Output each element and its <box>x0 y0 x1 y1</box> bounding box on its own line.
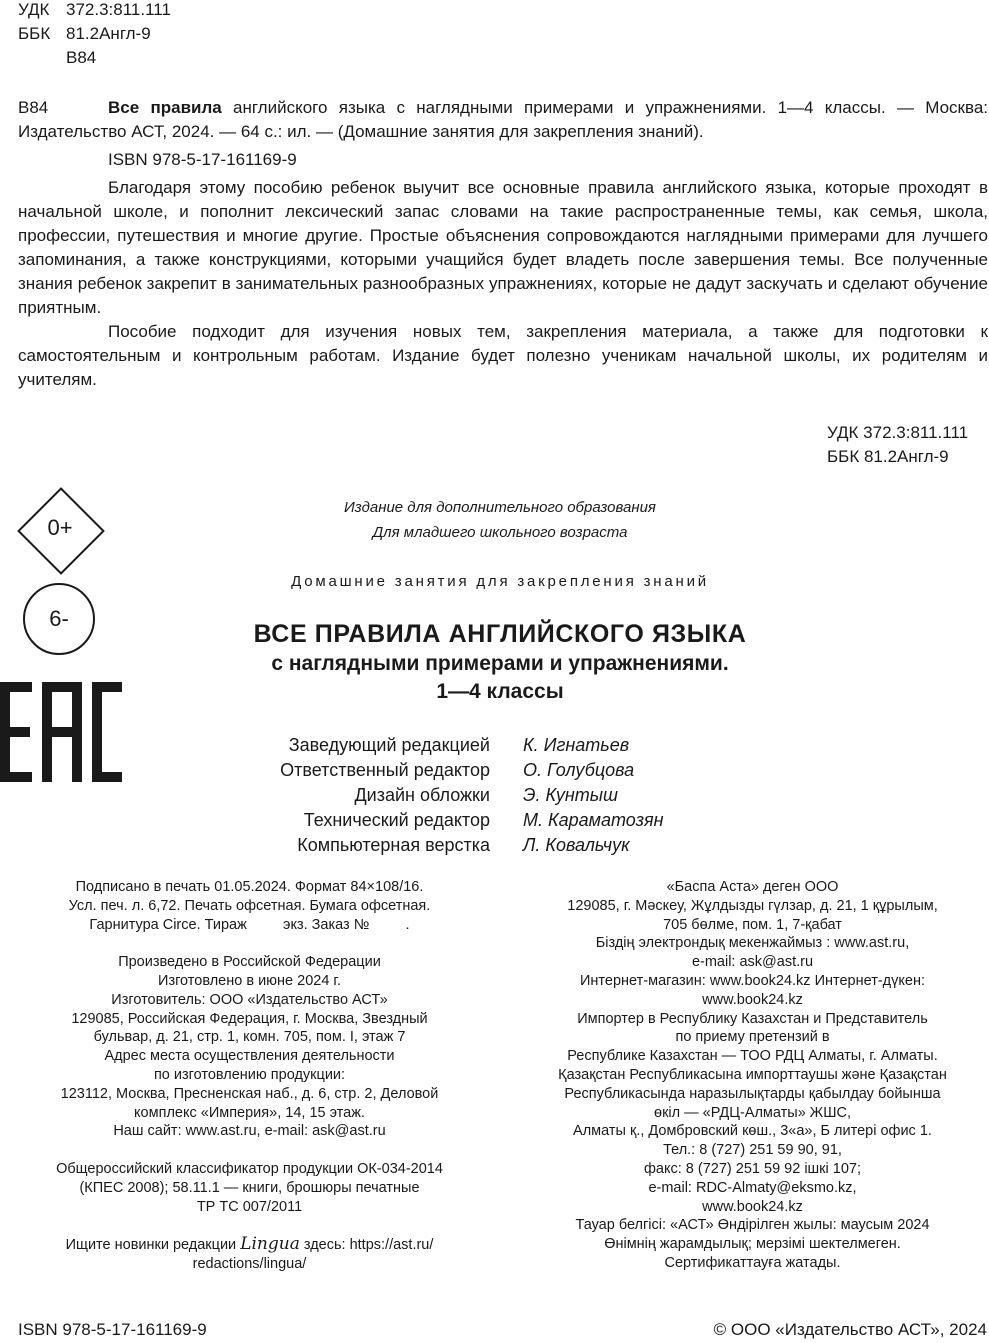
citation-title-bold: Все правила <box>108 98 222 117</box>
credit-role: Заведующий редакцией <box>288 735 490 755</box>
imprint-line: Импортер в Республику Казахстан и Представитель <box>577 1010 928 1027</box>
lingua-text-before: Ищите новинки редакции <box>65 1237 237 1254</box>
credit-name: Э. Кунтыш <box>523 785 618 805</box>
top-classification-codes <box>18 0 171 70</box>
imprint-line: факс: 8 (727) 251 59 92 ішкі 107; <box>644 1160 861 1177</box>
imprint-line: Адрес места осуществления деятельности <box>104 1048 395 1065</box>
credit-name: О. Голубцова <box>523 760 635 780</box>
imprint-line: 129085, г. Мәскеу, Жұлдызды гүлзар, д. 21, 1 құрылым, <box>567 897 938 914</box>
imprint-line: Тауар белгісі: «АСТ» Өндірілген жылы: маусым 2024 <box>575 1217 930 1234</box>
bbk-code: ББК 81.2Англ-9 <box>827 447 949 466</box>
imprint-line: Общероссийский классификатор продукции ОК-034-2014 <box>56 1160 443 1177</box>
imprint-line: Республикасында наразылықтарды қабылдау бойынша <box>564 1085 941 1102</box>
imprint-line: өкіл — «РДЦ-Алматы» ЖШС, <box>654 1104 851 1121</box>
imprint-line: e-mail: ask@ast.ru <box>691 954 814 971</box>
credit-name: К. Игнатьев <box>523 735 630 755</box>
credit-role: Технический редактор <box>303 810 490 830</box>
imprint-line: комплекс «Империя», 14, 15 этаж. <box>134 1104 365 1121</box>
imprint-line: Наш сайт: www.ast.ru, e-mail: ask@ast.ru <box>113 1123 386 1140</box>
imprint-line: Алматы қ., Домбровский көш., 3«а», Б литері офис 1. <box>573 1123 932 1140</box>
lingua-url: redactions/lingua/ <box>192 1255 307 1272</box>
imprint-line: Біздің электрондық мекенжаймыз : www.ast.ru, <box>595 935 910 952</box>
citation-isbn: ISBN 978-5-17-161169-9 <box>108 150 297 169</box>
bbk-row <box>18 22 171 46</box>
udk-label: УДК <box>18 0 50 19</box>
imprint-kazakhstan <box>510 878 989 1273</box>
annotation-paragraph-1: Благодаря этому пособию ребенок выучит все основные правила английского языка, которые проходят в начальной школе, и пополнит лексический запас словами на такие распространенные темы, как семья, школа, профессии, путешествия и многие другие. Простые объяснения сопровождаются наглядными примерами для лучшего запоминания, а также конструкциями, которыми учащийся будет владеть после завершения темы. Все полученные знания ребенок закрепит в занимательных разнообразных упражнениях, которые не дадут заскучать и сделают обучение приятным. <box>18 178 988 317</box>
imprint-line: 129085, Российская Федерация, г. Москва, Звездный <box>71 1010 428 1027</box>
book-citation <box>18 96 988 144</box>
credit-name: М. Караматозян <box>523 810 664 830</box>
lingua-line <box>12 1235 487 1255</box>
bbk-value: 81.2Англ-9 <box>66 24 151 43</box>
imprint-line: Қазақстан Республикасына импорттаушы және Қазақстан <box>558 1066 947 1083</box>
age-rating-badge <box>18 488 102 572</box>
edition-audience: Для младшего школьного возраста <box>372 524 628 541</box>
bbk-label: ББК <box>18 24 51 43</box>
imprint-russia <box>12 878 487 1274</box>
imprint-line: Изготовлено в июне 2024 г. <box>158 972 341 989</box>
lingua-text-after: здесь: https://ast.ru/ <box>303 1237 434 1254</box>
imprint-line: Тел.: 8 (727) 251 59 90, 91, <box>663 1142 842 1159</box>
imprint-line: ТР ТС 007/2011 <box>196 1198 303 1215</box>
annotation-paragraph-2: Пособие подходит для изучения новых тем, закрепления материала, а также для подготовки к самостоятельным и контрольным работам. Издание будет полезно ученикам начальной школы, их родителям и учителям. <box>18 322 988 389</box>
eac-conformity-mark <box>0 682 122 782</box>
book-title: ВСЕ ПРАВИЛА АНГЛИЙСКОГО ЯЗЫКА <box>253 620 747 648</box>
imprint-line: «Баспа Аста» деген ООО <box>666 879 839 895</box>
credits-roles <box>160 733 490 858</box>
imprint-line: Өнімнің жарамдылық; мерзімі шектелмеген. <box>604 1236 901 1253</box>
citation-title-rest: английского языка с наглядными примерами и упражнениями. 1—4 классы. — Москва: Издательство АСТ, 2024. — 64 с.: ил. — (Домашние занятия для закрепления знаний). <box>18 98 989 141</box>
credits-names <box>523 733 823 858</box>
imprint-line: www.book24.kz <box>702 1198 803 1215</box>
series-name: Домашние занятия для закрепления знаний <box>291 573 709 590</box>
imprint-line: Интернет-магазин: www.book24.kz Интернет-дүкен: <box>580 972 925 989</box>
udk-value: 372.3:811.111 <box>66 0 171 19</box>
imprint-line: (КПЕС 2008); 58.11.1 — книги, брошюры печатные <box>79 1179 420 1196</box>
credit-role: Дизайн обложки <box>354 785 490 805</box>
imprint-line: Изготовитель: ООО «Издательство АСТ» <box>111 991 388 1008</box>
lingua-logo: Lingua <box>240 1234 300 1255</box>
credit-role: Ответственный редактор <box>280 760 490 780</box>
udk-row <box>18 0 171 22</box>
imprint-line: по изготовлению продукции: <box>153 1066 346 1083</box>
footer-copyright: © ООО «Издательство АСТ», 2024 <box>713 1320 987 1339</box>
imprint-line: Сертификаттауға жатады. <box>664 1254 841 1271</box>
author-mark: В84 <box>66 48 97 67</box>
age-rating-text: 0+ <box>47 515 73 540</box>
age-group-badge: 6- <box>23 583 95 655</box>
edition-purpose: Издание для дополнительного образования <box>344 499 656 516</box>
imprint-line: бульвар, д. 21, стр. 1, комн. 705, пом. I, этаж 7 <box>93 1029 406 1046</box>
imprint-line: Подписано в печать 01.05.2024. Формат 84×108/16. <box>75 879 424 895</box>
credit-name: Л. Ковальчук <box>523 835 630 855</box>
credit-role: Компьютерная верстка <box>297 835 490 855</box>
imprint-line: по приему претензий в <box>675 1029 830 1046</box>
udk-code: УДК 372.3:811.111 <box>827 423 969 442</box>
imprint-line: Произведено в Российской Федерации <box>118 954 381 971</box>
citation-author-mark: В84 <box>18 98 49 117</box>
footer-isbn: ISBN 978-5-17-161169-9 <box>18 1320 207 1339</box>
imprint-line: 705 бөлме, пом. 1, 7-қабат <box>663 916 842 933</box>
imprint-line: www.book24.kz <box>702 991 803 1008</box>
bibliographic-description <box>18 96 988 392</box>
imprint-line: Республике Казахстан — ТОО РДЦ Алматы, г. Алматы. <box>567 1048 938 1065</box>
imprint-line: Гарнитура Circe. Тираж экз. Заказ № . <box>89 916 410 933</box>
imprint-line: e-mail: RDC-Almaty@eksmo.kz, <box>648 1179 857 1196</box>
right-classification-codes <box>827 421 987 469</box>
imprint-line: Усл. печ. л. 6,72. Печать офсетная. Бумага офсетная. <box>68 897 431 914</box>
imprint-line: 123112, Москва, Пресненская наб., д. 6, стр. 2, Деловой <box>60 1085 439 1102</box>
book-subtitle: с наглядными примерами и упражнениями. <box>271 652 729 675</box>
book-grades: 1—4 классы <box>436 680 564 703</box>
